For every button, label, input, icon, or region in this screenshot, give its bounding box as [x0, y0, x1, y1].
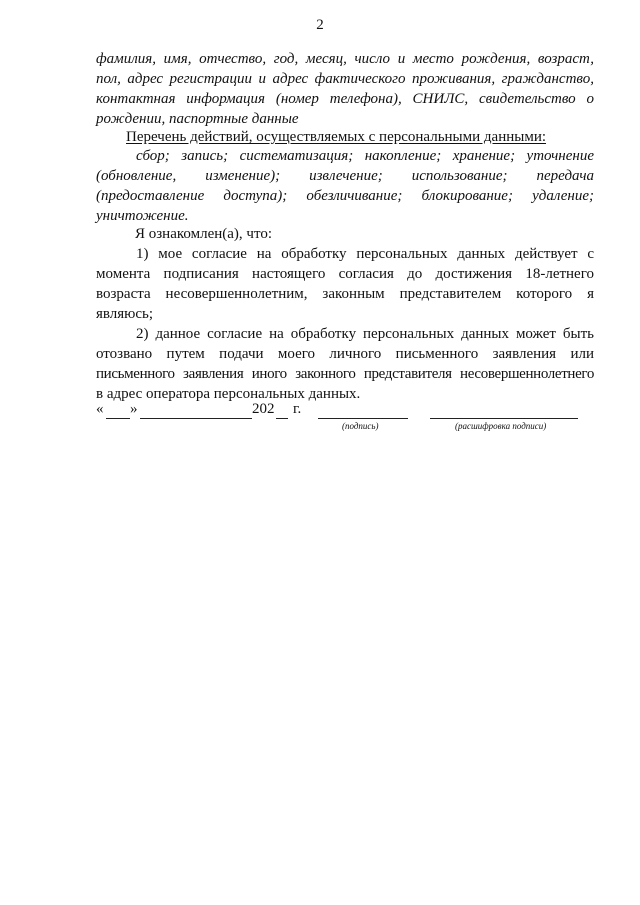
actions-list-line: (предоставление доступа); обезличивание; блокирование; удаление;	[96, 188, 594, 204]
item1-line: возраста несовершеннолетним, законным представителем которого я	[96, 286, 594, 302]
signature-blank	[318, 418, 408, 419]
year-blank	[276, 418, 288, 419]
item1-line: являюсь;	[96, 306, 154, 322]
item2-line: письменного заявления иного законного представителя несовершеннолетнего	[96, 366, 594, 382]
year-prefix: 202	[252, 401, 275, 417]
decryption-blank	[430, 418, 578, 419]
page-number: 2	[316, 17, 324, 33]
year-suffix: г.	[293, 401, 302, 417]
date-close-quote: »	[130, 401, 138, 417]
day-blank	[106, 418, 130, 419]
actions-heading-wrap	[96, 127, 594, 147]
data-list-line: рождении, паспортные данные	[96, 111, 299, 127]
date-open-quote: «	[96, 401, 104, 417]
signature-caption: (подпись)	[342, 421, 379, 431]
data-list-line: пол, адрес регистрации и адрес фактического проживания, гражданство,	[96, 71, 594, 87]
decryption-caption: (расшифровка подписи)	[455, 421, 547, 431]
item2-line: отозвано путем подачи моего личного письменного заявления или	[96, 346, 594, 362]
data-list-line: фамилия, имя, отчество, год, месяц, число и место рождения, возраст,	[96, 51, 594, 67]
actions-list-line: (обновление, изменение); извлечение; использование; передача	[96, 168, 594, 184]
month-blank	[140, 418, 252, 419]
item2-line: 2) данное согласие на обработку персональных данных может быть	[136, 326, 594, 342]
actions-list-line: уничтожение.	[96, 208, 189, 224]
item1-line: момента подписания настоящего согласия до достижения 18-летнего	[96, 266, 594, 282]
data-list-line: контактная информация (номер телефона), СНИЛС, свидетельство о	[96, 91, 594, 107]
acknowledgment-intro: Я ознакомлен(а), что:	[135, 226, 272, 242]
actions-heading: Перечень действий, осуществляемых с персональными данными:	[126, 129, 547, 145]
item1-line: 1) мое согласие на обработку персональных данных действует с	[136, 246, 594, 262]
actions-list-line: сбор; запись; систематизация; накопление; хранение; уточнение	[136, 148, 594, 164]
item2-line: в адрес оператора персональных данных.	[96, 386, 361, 402]
